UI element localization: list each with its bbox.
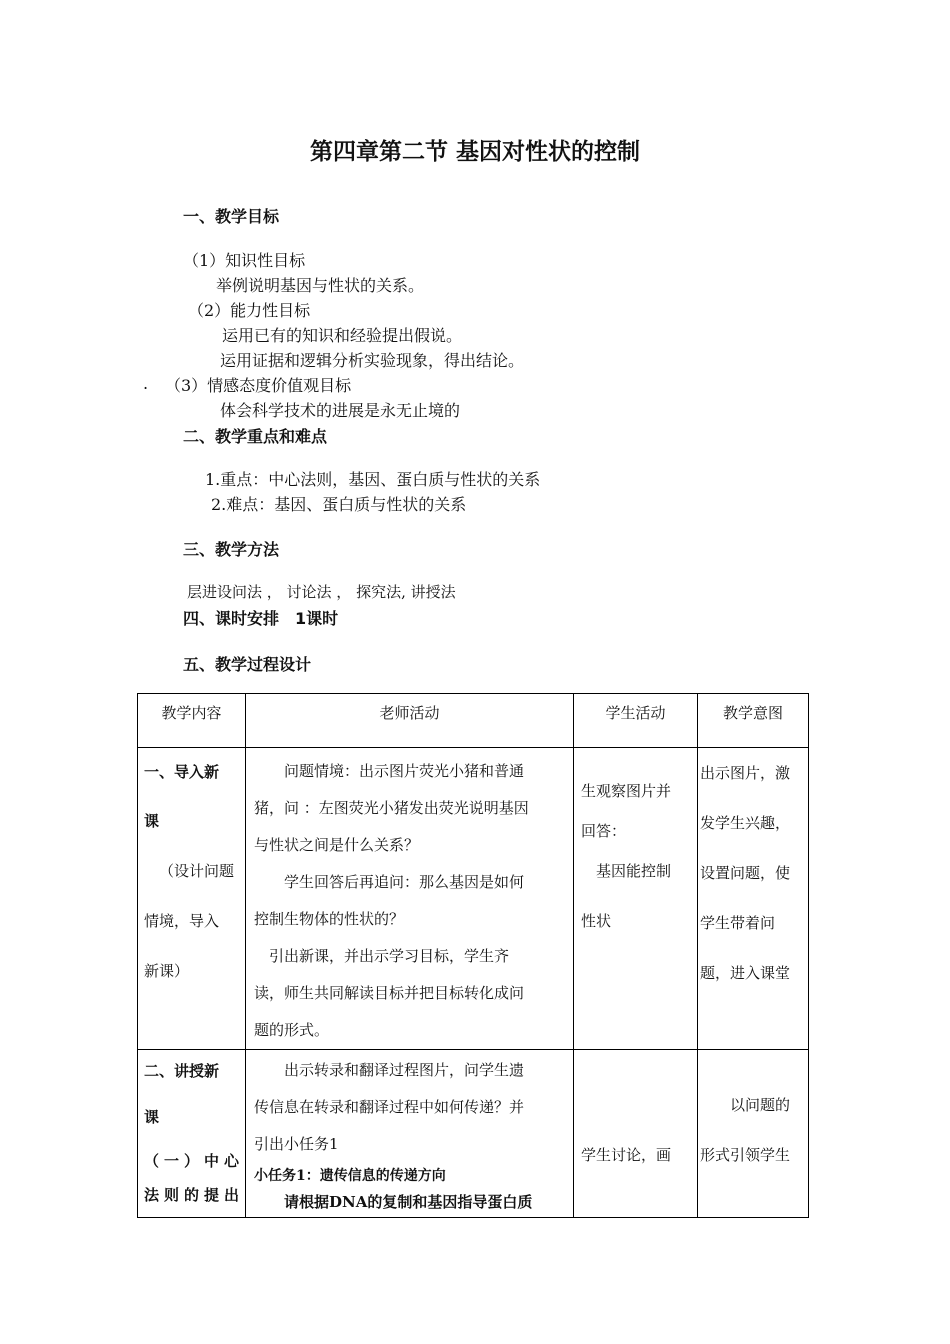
page-title: 第四章第二节 基因对性状的控制 <box>309 139 640 165</box>
student-activity-cell <box>574 1050 698 1218</box>
teacher-activity-cell <box>246 748 574 1050</box>
text-line: 读，师生共同解读目标并把目标转化成问 <box>254 984 525 1002</box>
knowledge-goal-text: 举例说明基因与性状的关系。 <box>216 276 425 295</box>
intent-cell <box>698 1050 809 1218</box>
row-title-line: 课 <box>144 1108 160 1126</box>
ability-goal-label: （2）能力性目标 <box>188 301 311 320</box>
table-header-cell <box>698 694 809 748</box>
text-line: 引出新课，并出示学习目标，学生齐 <box>269 947 510 965</box>
text-line: 学生讨论，画 <box>581 1146 672 1164</box>
row-title-line: 课 <box>144 812 160 830</box>
text-line: 题的形式。 <box>254 1021 330 1039</box>
section-heading-objectives: 一、教学目标 <box>183 207 280 226</box>
section-heading-schedule: 四、课时安排 1课时 <box>183 609 339 628</box>
lesson-plan-table <box>137 693 809 1218</box>
text-line: 以问题的 <box>730 1096 791 1114</box>
text-line: 发学生兴趣， <box>700 814 791 832</box>
row-subtitle-line: 情境，导入 <box>144 912 220 930</box>
table-row <box>138 1050 809 1218</box>
content-cell <box>138 1050 246 1218</box>
row-subtitle-line: 新课） <box>144 962 190 980</box>
row-subtitle-line: （设计问题 <box>159 862 235 880</box>
table-header-cell <box>138 694 246 748</box>
emotion-goal-text: 体会科学技术的进展是永无止境的 <box>220 401 461 420</box>
text-line: 学生带着问 <box>700 914 776 932</box>
knowledge-goal-label: （1）知识性目标 <box>183 251 306 270</box>
text-line: 性状 <box>581 912 612 930</box>
header-intent: 教学意图 <box>722 704 783 722</box>
text-line: 学生回答后再追问：那么基因是如何 <box>284 873 525 891</box>
section-heading-key-points: 二、教学重点和难点 <box>183 427 328 446</box>
text-line: 控制生物体的性状的？ <box>254 910 405 928</box>
text-line: 引出小任务1 <box>254 1135 339 1153</box>
section-heading-methods: 三、教学方法 <box>183 540 280 559</box>
header-student: 学生活动 <box>605 704 666 722</box>
methods-text: 层进设问法 ， 讨论法 ， 探究法, 讲授法 <box>187 583 456 601</box>
table-row <box>138 748 809 1050</box>
table-header-cell <box>574 694 698 748</box>
text-line: 设置问题，使 <box>700 864 791 882</box>
text-line: 基因能控制 <box>596 862 672 880</box>
text-line: 题，进入课堂 <box>700 964 791 982</box>
row-subtitle-line: （一）中心 <box>144 1152 239 1170</box>
ability-goal-text-2: 运用证据和逻辑分析实验现象，得出结论。 <box>220 351 525 370</box>
key-point-item: 1.重点：中心法则，基因、蛋白质与性状的关系 <box>205 470 541 489</box>
content-cell <box>138 748 246 1050</box>
ability-goal-text-1: 运用已有的知识和经验提出假说。 <box>222 326 463 345</box>
student-activity-cell <box>574 748 698 1050</box>
table-header-cell <box>246 694 574 748</box>
emotion-goal-label: （3）情感态度价值观目标 <box>165 376 352 395</box>
stray-dot: . <box>143 374 149 393</box>
header-content: 教学内容 <box>161 704 222 722</box>
text-line: 传信息在转录和翻译过程中如何传递？并 <box>254 1098 525 1116</box>
header-teacher: 老师活动 <box>379 704 440 722</box>
intent-cell <box>698 748 809 1050</box>
table-header-row <box>138 694 809 748</box>
difficulty-item: 2.难点：基因、蛋白质与性状的关系 <box>211 495 467 514</box>
row-title-line: 二、讲授新 <box>144 1062 220 1080</box>
text-line: 生观察图片并 <box>581 782 672 800</box>
text-line: 回答： <box>581 822 627 840</box>
teacher-activity-cell <box>246 1050 574 1218</box>
text-line: 形式引领学生 <box>700 1146 791 1164</box>
text-line: 出示转录和翻译过程图片，问学生遗 <box>284 1061 525 1079</box>
text-line: 猪，问 ：左图荧光小猪发出荧光说明基因 <box>254 799 529 817</box>
text-line: 出示图片，激 <box>700 764 791 782</box>
section-heading-process: 五、教学过程设计 <box>183 655 312 674</box>
row-title-line: 一、导入新 <box>144 763 220 781</box>
text-line: 与性状之间是什么关系？ <box>254 836 420 854</box>
text-line: 问题情境：出示图片荧光小猪和普通 <box>284 762 525 780</box>
task-title: 小任务1：遗传信息的传递方向 <box>254 1168 446 1184</box>
row-subtitle-line: 法则的提出 <box>144 1186 239 1204</box>
text-line: 请根据DNA的复制和基因指导蛋白质 <box>284 1193 533 1211</box>
